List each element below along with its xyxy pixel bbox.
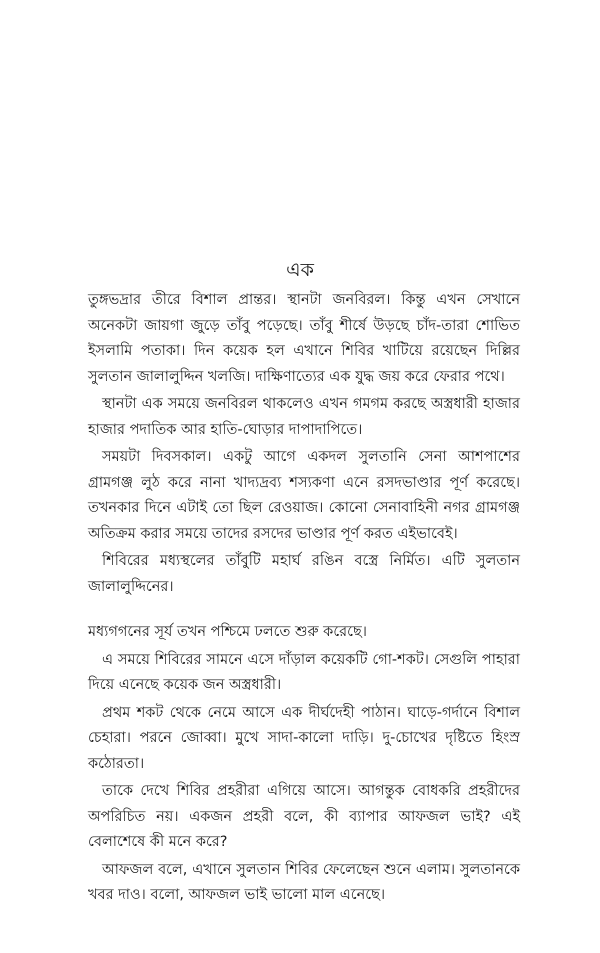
paragraph: মধ্যগগনের সূর্য তখন পশ্চিমে ঢলতে শুরু করেছে।: [88, 624, 367, 640]
paragraph: প্রথম শকট থেকে নেমে আসে এক দীর্ঘদেহী পাঠান। ঘাড়ে-গর্দানে বিশাল চেহারা। পরনে জোব্বা। মুখে সাদা-কালো দাড়ি। দু-চোখের দৃষ্টিতে হিংস্র কঠোরতা।: [88, 704, 520, 772]
chapter-title: এক: [286, 259, 314, 281]
paragraph: আফজল বলে, এখানে সুলতান শিবির ফেলেছেন শুনে এলাম। সুলতানকে খবর দাও। বলো, আফজল ভাই ভালো মাল এনেছে।: [88, 861, 520, 903]
paragraph: এ সময়ে শিবিরের সামনে এসে দাঁড়াল কয়েকটি গো-শকট। সেগুলি পাহারা দিয়ে এনেছে কয়েক জন অস্ত্রধারী।: [88, 651, 520, 693]
section-2: [88, 620, 520, 911]
paragraph: স্থানটা এক সময়ে জনবিরল থাকলেও এখন গমগম করছে অস্ত্রধারী হাজার হাজার পদাতিক আর হাতি-ঘোড়ার দাপাদাপিতে।: [88, 396, 520, 438]
paragraph: সময়টা দিবসকাল। একটু আগে একদল সুলতানি সেনা আশপাশের গ্রামগঞ্জ লুঠ করে নানা খাদ্যদ্রব্য শস্যকণা এনে রসদভাণ্ডার পূর্ণ করেছে। তখনকার দিনে এটাই তো ছিল রেওয়াজ। কোনো সেনাবাহিনী নগর গ্রামগঞ্জ অতিক্রম করার সময়ে তাদের রসদের ভাণ্ডার পূর্ণ করত এইভাবেই।: [88, 449, 520, 542]
paragraph: তুঙ্গভদ্রার তীরে বিশাল প্রান্তর। স্থানটা জনবিরল। কিন্তু এখন সেখানে অনেকটা জায়গা জুড়ে তাঁবু পড়েছে। তাঁবু শীর্ষে উড়ছে চাঁদ-তারা শোভিত ইসলামি পতাকা। দিন কয়েক হল এখানে শিবির খাটিয়ে রয়েছেন দিল্লির সুলতান জালালুদ্দিন খলজি। দাক্ষিণাত্যের এক যুদ্ধ জয় করে ফেরার পথে।: [88, 292, 520, 385]
paragraph: শিবিরের মধ্যস্থলের তাঁবুটি মহার্ঘ রঙিন বস্ত্রে নির্মিত। এটি সুলতান জালালুদ্দিনের।: [88, 553, 520, 595]
paragraph: তাকে দেখে শিবির প্রহরীরা এগিয়ে আসে। আগন্তুক বোধকরি প্রহরীদের অপরিচিত নয়। একজন প্রহরী বলে, কী ব্যাপার আফজল ভাই? এই বেলাশেষে কী মনে করে?: [88, 783, 520, 850]
section-1: [88, 288, 520, 602]
